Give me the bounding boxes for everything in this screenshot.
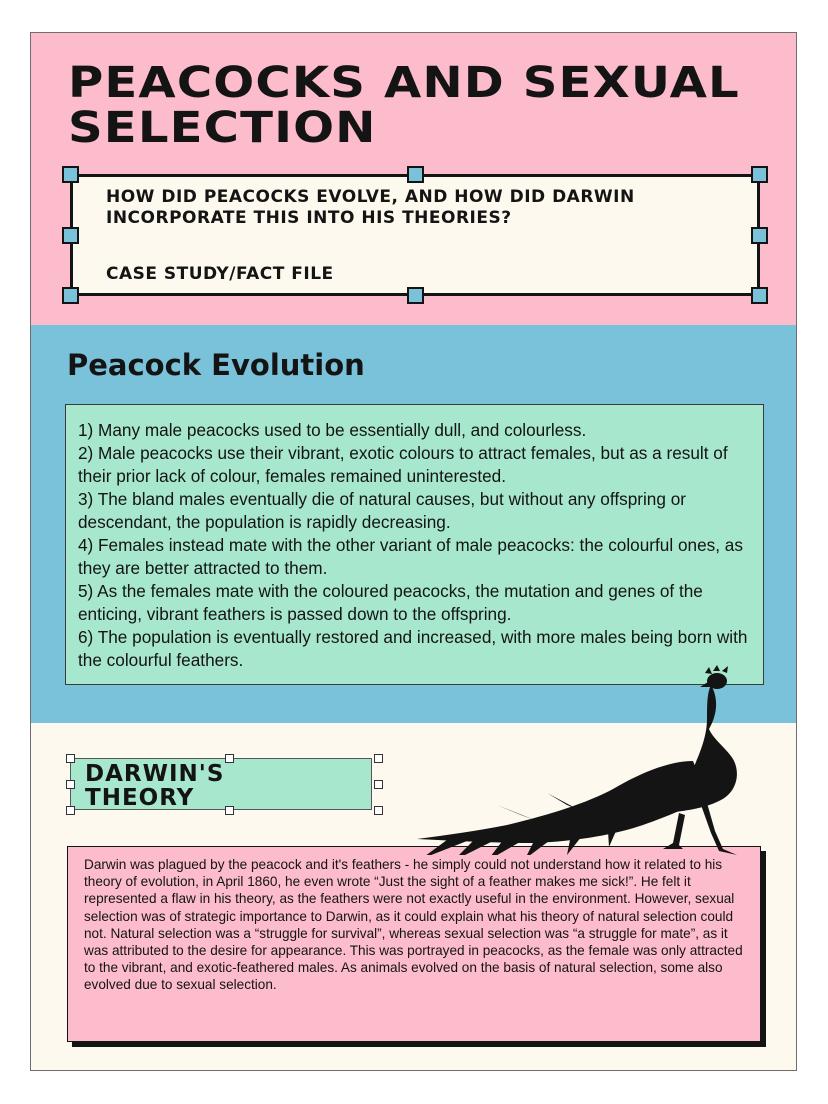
selection-handle — [225, 754, 234, 763]
evolution-point: 3) The bland males eventually die of natural causes, but without any offspring or descendant, the population is rapidly decreasing. — [78, 489, 686, 532]
evolution-point: 2) Male peacocks use their vibrant, exotic colours to attract females, but as a result of their prior lack of colour, females remained uninterested. — [78, 443, 728, 486]
page-title: PEACOCKS AND SEXUAL SELECTION — [68, 58, 740, 153]
darwin-theory-text: Darwin was plagued by the peacock and it's feathers - he simply could not understand how it related to his theory of evolution, in April 1860, he even wrote “Just the sight of a feather makes me sick!”. He felt it represented a flaw in his theory, as the feathers were not exactly useful in the environment. However, sexual selection was of strategic importance to Darwin, as it could explain what his theory of natural selection could not. Natural selection was a “struggle for survival”, whereas sexual selection was “a struggle for mate”, as it was attributed to the desire for appearance. This was portrayed in peacocks, as the female was only attracted to the vibrant, and exotic-feathered males. As animals evolved on the basis of natural selection, some also evolved due to sexual selection. — [67, 846, 761, 1042]
darwin-heading — [85, 762, 285, 810]
darwin-heading-text: DARWIN'S THEORY — [85, 761, 225, 811]
darwin-heading-box — [70, 758, 372, 810]
selection-handle — [66, 754, 75, 763]
evolution-fact-box — [65, 404, 764, 685]
selection-handle — [751, 287, 768, 304]
selection-handle — [62, 227, 79, 244]
selection-handle — [62, 166, 79, 183]
selection-handle — [407, 287, 424, 304]
selection-handle — [374, 780, 383, 789]
evolution-point: 1) Many male peacocks used to be essentially dull, and colourless. — [78, 420, 587, 440]
selection-handle — [407, 166, 424, 183]
evolution-point: 4) Females instead mate with the other variant of male peacocks: the colourful ones, as they are better attracted to them. — [78, 535, 743, 578]
poster — [30, 32, 797, 1071]
selection-handle — [62, 287, 79, 304]
selection-handle — [751, 166, 768, 183]
selection-handle — [374, 806, 383, 815]
peacock-silhouette-icon — [417, 665, 757, 855]
selection-handle — [751, 227, 768, 244]
evolution-point: 5) As the females mate with the coloured peacocks, the mutation and genes of the enticing, vibrant feathers is passed down to the offspring. — [78, 581, 703, 624]
evolution-point: 6) The population is eventually restored and increased, with more males being born with the colourful feathers. — [78, 627, 748, 670]
selection-handle — [374, 754, 383, 763]
question-text: HOW DID PEACOCKS EVOLVE, AND HOW DID DARWIN INCORPORATE THIS INTO HIS THEORIES? — [106, 187, 635, 228]
evolution-heading: Peacock Evolution — [67, 348, 365, 382]
case-study-label: CASE STUDY/FACT FILE — [106, 264, 334, 284]
selection-handle — [66, 806, 75, 815]
selection-handle — [225, 806, 234, 815]
question-box — [70, 174, 760, 296]
selection-handle — [66, 780, 75, 789]
